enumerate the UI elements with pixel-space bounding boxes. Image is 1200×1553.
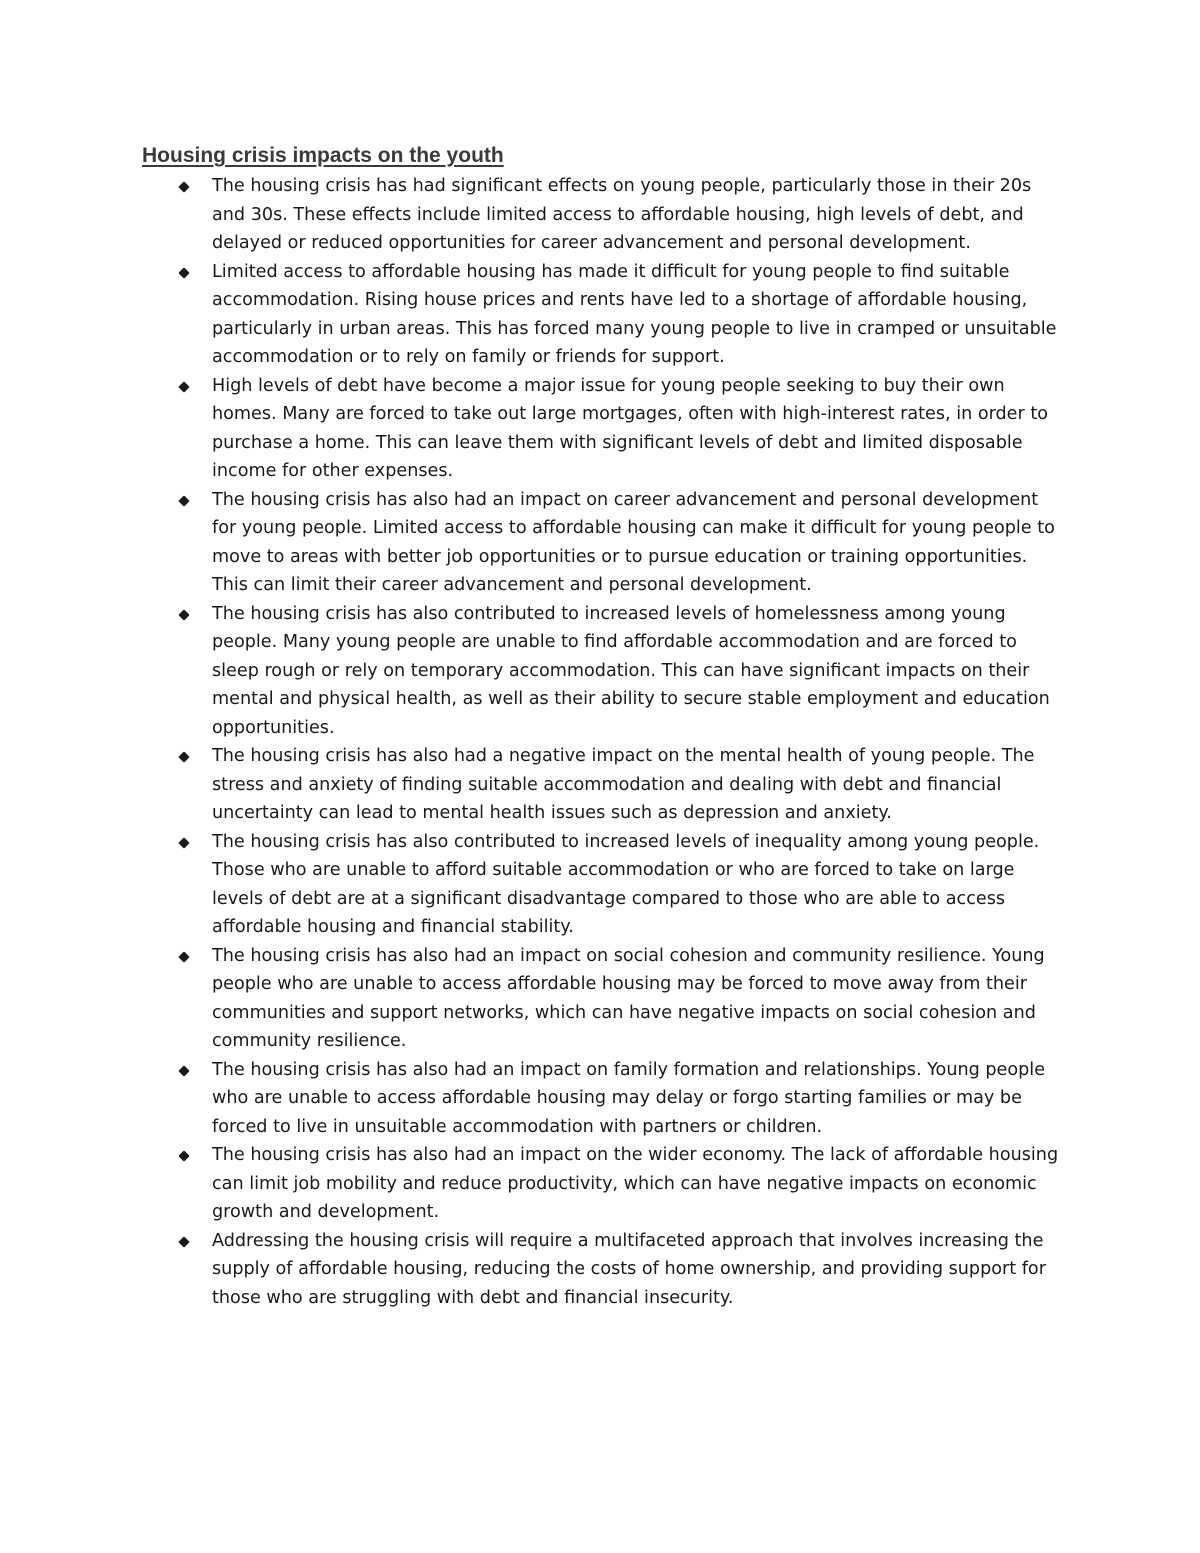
- bullet-text: The housing crisis has also had an impact on social cohesion and community resilience. Young people who are unable to access affordable housing may be forced to move away from their communities and support networks, which can have negative impacts on social cohesion and community resilience.: [212, 945, 1045, 1051]
- diamond-bullet-icon: [178, 837, 189, 848]
- bullet-item: [0, 258, 1062, 372]
- diamond-bullet-icon: [178, 751, 189, 762]
- bullet-text: Addressing the housing crisis will require a multifaceted approach that involves increasing the supply of affordable housing, reducing the costs of home ownership, and providing support for those who are struggling with debt and financial insecurity.: [212, 1230, 1046, 1308]
- diamond-bullet-icon: [178, 381, 189, 392]
- bullet-item: [0, 828, 1062, 942]
- bullet-text: The housing crisis has also had a negative impact on the mental health of young people. The stress and anxiety of finding suitable accommodation and dealing with debt and financial uncertainty can lead to mental health issues such as depression and anxiety.: [212, 746, 1035, 823]
- bullet-item: [0, 1227, 1062, 1313]
- diamond-bullet-icon: [178, 609, 189, 620]
- bullet-item: [0, 172, 1062, 258]
- bullet-item: [0, 486, 1062, 600]
- bullet-list: [0, 172, 1200, 1312]
- bullet-text: The housing crisis has also contributed to increased levels of inequality among young people. Those who are unable to afford suitable accommodation or who are forced to take on large levels of debt are at a significant disadvantage compared to those who are able to access affordable housing and financial stability.: [212, 831, 1040, 937]
- bullet-text: The housing crisis has also had an impact on family formation and relationships. Young people who are unable to access affordable housing may delay or forgo starting families or may be forced to live in unsuitable accommodation with partners or children.: [212, 1059, 1046, 1137]
- bullet-text: The housing crisis has had significant effects on young people, particularly those in their 20s and 30s. These effects include limited access to affordable housing, high levels of debt, and delayed or reduced opportunities for career advancement and personal development.: [212, 176, 1032, 253]
- diamond-bullet-icon: [178, 181, 189, 192]
- bullet-text: Limited access to affordable housing has made it difficult for young people to find suitable accommodation. Rising house prices and rents have led to a shortage of affordable housing, particularly in urban areas. This has forced many young people to live in cramped or unsuitable accommodation or to rely on family or friends for support.: [212, 261, 1057, 367]
- diamond-bullet-icon: [178, 1236, 189, 1247]
- diamond-bullet-icon: [178, 1150, 189, 1161]
- bullet-text: The housing crisis has also had an impact on career advancement and personal development for young people. Limited access to affordable housing can make it difficult for young people to move to areas with better job opportunities or to pursue education or training opportunities. This can limit their career advancement and personal development.: [212, 489, 1055, 595]
- diamond-bullet-icon: [178, 267, 189, 278]
- bullet-text: High levels of debt have become a major issue for young people seeking to buy their own homes. Many are forced to take out large mortgages, often with high-interest rates, in order to purchase a home. This can leave them with significant levels of debt and limited disposable income for other expenses.: [212, 375, 1048, 481]
- diamond-bullet-icon: [178, 495, 189, 506]
- bullet-item: [0, 1056, 1062, 1142]
- bullet-item: [0, 372, 1062, 486]
- bullet-text: The housing crisis has also had an impact on the wider economy. The lack of affordable housing can limit job mobility and reduce productivity, which can have negative impacts on economic growth and development.: [212, 1145, 1059, 1222]
- bullet-item: [0, 942, 1062, 1056]
- bullet-item: [0, 600, 1062, 743]
- document-title: Housing crisis impacts on the youth: [142, 144, 504, 167]
- diamond-bullet-icon: [178, 951, 189, 962]
- bullet-item: [0, 742, 1062, 828]
- bullet-item: [0, 1141, 1062, 1227]
- bullet-text: The housing crisis has also contributed to increased levels of homelessness among young people. Many young people are unable to find affordable accommodation and are forced to sleep rough or rely on temporary accommodation. This can have significant impacts on their mental and physical health, as well as their ability to secure stable employment and education opportunities.: [212, 603, 1050, 738]
- diamond-bullet-icon: [178, 1065, 189, 1076]
